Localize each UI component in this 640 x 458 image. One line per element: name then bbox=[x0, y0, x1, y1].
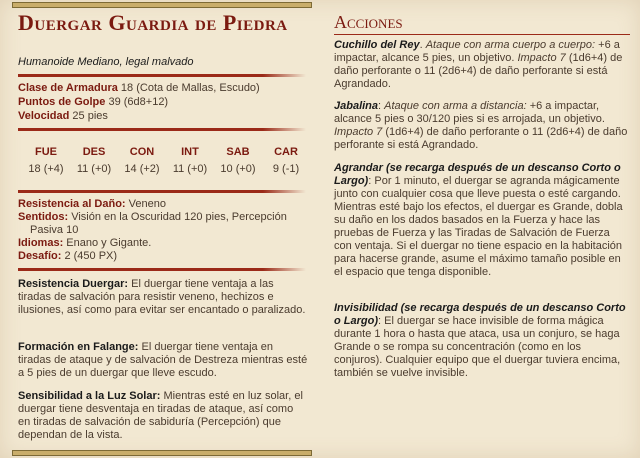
ability-abbr: CAR bbox=[274, 146, 298, 158]
creature-name: Duergar Guardia de Piedra bbox=[18, 10, 288, 35]
ability-score: 18 (+4) bbox=[28, 163, 64, 175]
action-text: +6 a impactar, alcance 5 pies, un objetivo. bbox=[334, 39, 620, 64]
senses-continued bbox=[30, 224, 78, 237]
bottom-border-bar bbox=[12, 450, 312, 456]
action-hit-label: Impacto 7 bbox=[334, 126, 383, 138]
action-damage-text: (1d6+4) de daño perforante o 11 (2d6+4) de daño perforante si está Agrandado. bbox=[334, 126, 628, 151]
top-border-bar bbox=[12, 2, 312, 8]
languages-label: Idiomas: bbox=[18, 237, 64, 249]
ability-abbr: INT bbox=[181, 146, 199, 158]
speed-label: Velocidad bbox=[18, 110, 70, 122]
trait-text: Mientras esté en luz solar, el duergar tiene desventaja en tiradas de ataque, así como en tiradas de salvación de sabiduría (Percepción) que dependan de la vista. bbox=[18, 390, 303, 441]
hit-points-value: 39 (6d8+12) bbox=[108, 96, 169, 108]
ability-wis bbox=[214, 146, 262, 175]
trait-name: Resistencia Duergar: bbox=[18, 278, 129, 290]
ability-abbr: SAB bbox=[226, 146, 250, 158]
action-kings-knife: Cuchillo del Rey. Ataque con arma cuerpo a cuerpo: +6 a impactar, alcance 5 pies, un objetivo. Impacto 7 (1d6+4) de daño perforante o 11 (2d6+4) de daño perforante si está Agrandado. bbox=[334, 39, 623, 90]
ability-str bbox=[22, 146, 70, 175]
armor-class bbox=[18, 82, 260, 95]
divider bbox=[18, 74, 306, 77]
challenge-value: 2 (450 PX) bbox=[64, 250, 118, 262]
armor-class-value: 18 (Cota de Mallas, Escudo) bbox=[120, 82, 260, 94]
actions-divider bbox=[334, 34, 630, 35]
actions-heading: Acciones bbox=[334, 12, 403, 32]
trait-name: Formación en Falange: bbox=[18, 341, 139, 353]
action-javelin: Jabalina: Ataque con arma a distancia: +6 a impactar, alcance 5 pies o 30/120 pies si es arrojada, un objetivo. Impacto 7 (1d6+4) de daño perforante o 11 (2d6+4) de daño perforante si está Agrandado. bbox=[334, 100, 628, 151]
senses-label: Sentidos: bbox=[18, 211, 69, 223]
trait-name: Sensibilidad a la Luz Solar: bbox=[18, 390, 161, 402]
action-attack-type: Ataque con arma cuerpo a cuerpo: bbox=[425, 39, 596, 51]
trait-duergar-resilience bbox=[18, 278, 308, 317]
ability-cha bbox=[262, 146, 310, 175]
action-text: El duergar se hace invisible de forma mágica durante 1 hora o hasta que ataca, usa un conjuro, se haga Grande o se rompa su concentración (como en los conjuros). Cualquier equipo que el duergar tuviera encima, también se vuelve invisible. bbox=[334, 315, 621, 379]
challenge bbox=[18, 250, 117, 263]
ability-int bbox=[166, 146, 214, 175]
languages-value: Enano y Gigante. bbox=[66, 237, 152, 249]
action-damage-text: (1d6+4) de daño perforante o 11 (2d6+4) de daño perforante si está Agrandado. bbox=[334, 52, 623, 90]
hit-points bbox=[18, 96, 168, 109]
trait-text: El duergar tiene ventaja a las tiradas de salvación para resistir veneno, hechizos e ilusiones, así como para evitar ser encantado o paralizado. bbox=[18, 278, 306, 316]
ability-score: 14 (+2) bbox=[124, 163, 160, 175]
action-attack-type: Ataque con arma a distancia: bbox=[384, 100, 527, 112]
senses bbox=[18, 211, 287, 224]
damage-resistance bbox=[18, 198, 166, 211]
ability-score: 11 (+0) bbox=[172, 163, 208, 175]
senses-value: Visión en la Oscuridad 120 pies, Percepción bbox=[71, 211, 287, 223]
damage-resistance-value: Veneno bbox=[128, 198, 166, 210]
hit-points-label: Puntos de Golpe bbox=[18, 96, 106, 108]
senses-value-continued: Pasiva 10 bbox=[30, 224, 79, 236]
action-enlarge: Agrandar (se recarga después de un descanso Corto o Largo): Por 1 minuto, el duergar se agranda mágicamente junto con cualquier cosa que lleve puesta o esté cargando. Mientras esté bajo los efectos, el duergar es Grande, dobla su daño en los dados basados en la Fuerza y hace las pruebas de Fuerza y las Tiradas de Salvación de Fuerza con ventaja. Si el duergar no tiene espacio en la habitación para hacerse grande, asume el máximo tamaño posible en el espacio que tenga disponible. bbox=[334, 162, 623, 278]
damage-resistance-label: Resistencia al Daño: bbox=[18, 198, 126, 210]
speed-value: 25 pies bbox=[72, 110, 108, 122]
languages bbox=[18, 237, 151, 250]
ability-dex bbox=[70, 146, 118, 175]
ability-abbr: DES bbox=[82, 146, 106, 158]
action-text: +6 a impactar, alcance 5 pies o 30/120 pies si es arrojada, un objetivo. bbox=[334, 100, 605, 125]
trait-phalanx-formation bbox=[18, 341, 308, 380]
divider bbox=[18, 128, 306, 131]
action-name: Cuchillo del Rey bbox=[334, 39, 420, 51]
action-name: Agrandar (se recarga después de un descanso Corto o Largo) bbox=[334, 162, 621, 187]
divider bbox=[18, 190, 306, 193]
action-hit-label: Impacto 7 bbox=[517, 52, 566, 64]
speed bbox=[18, 110, 108, 123]
divider bbox=[18, 268, 306, 271]
trait-text: El duergar tiene ventaja en tiradas de ataque y de salvación de Destreza mientras esté a 5 pies de un duergar que lleve escudo. bbox=[18, 341, 308, 379]
action-name: Jabalina bbox=[334, 100, 379, 112]
ability-score: 9 (-1) bbox=[272, 163, 300, 175]
ability-score: 11 (+0) bbox=[76, 163, 112, 175]
action-text: Por 1 minuto, el duergar se agranda mágicamente junto con cualquier cosa que lleve puesta o esté cargando. Mientras esté bajo los efectos, el duergar es Grande, dobla su daño en los dados basados en la Fuerza y hace las pruebas de Fuerza y las Tiradas de Salvación de Fuerza con ventaja. Si el duergar no tiene espacio en la habitación para hacerse grande, asume el máximo tamaño posible en el espacio que tenga disponible. bbox=[334, 175, 623, 278]
action-name: Invisibilidad (se recarga después de un descanso Corto o Largo) bbox=[334, 302, 626, 327]
ability-abbr: CON bbox=[129, 146, 155, 158]
ability-score: 10 (+0) bbox=[220, 163, 256, 175]
armor-class-label: Clase de Armadura bbox=[18, 82, 118, 94]
ability-abbr: FUE bbox=[35, 146, 57, 158]
challenge-label: Desafío: bbox=[18, 250, 62, 262]
creature-type: Humanoide Mediano, legal malvado bbox=[18, 56, 194, 68]
ability-con bbox=[118, 146, 166, 175]
action-invisibility: Invisibilidad (se recarga después de un descanso Corto o Largo): El duergar se hace invisible de forma mágica durante 1 hora o hasta que ataca, usa un conjuro, se haga Grande o se rompa su concentración (como en los conjuros). Cualquier equipo que el duergar tuviera encima, también se vuelve invisible. bbox=[334, 302, 626, 379]
trait-sunlight-sensitivity bbox=[18, 390, 308, 442]
